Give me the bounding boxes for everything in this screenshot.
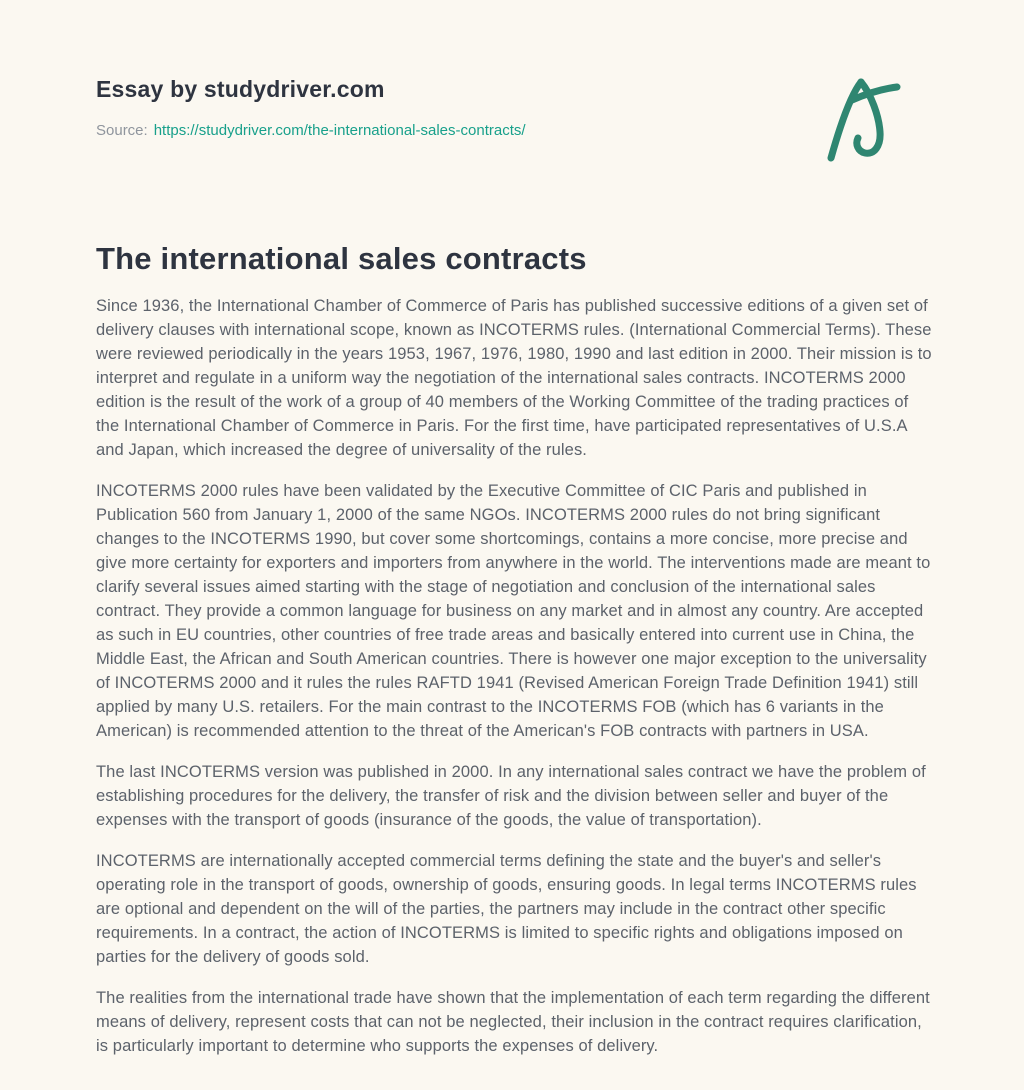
article-paragraph: Since 1936, the International Chamber of Commerce of Paris has published successive editions of a given set of delivery clauses with international scope, known as INCOTERMS rules. (International Commercial Terms). These were reviewed periodically in the years 1953, 1967, 1976, 1980, 1990 and last edition in 2000. Their mission is to interpret and regulate in a uniform way the negotiation of the international sales contracts. INCOTERMS 2000 edition is the result of the work of a group of 40 members of the Working Committee of the trading practices of the International Chamber of Commerce in Paris. For the first time, have participated representatives of U.S.A and Japan, which increased the degree of universality of the rules. bbox=[96, 297, 932, 459]
page-header bbox=[96, 76, 928, 139]
article-title: The international sales contracts bbox=[96, 241, 587, 276]
studydriver-logo bbox=[824, 74, 904, 162]
article-paragraph: INCOTERMS 2000 rules have been validated by the Executive Committee of CIC Paris and published in Publication 560 from January 1, 2000 of the same NGOs. INCOTERMS 2000 rules do not bring significant changes to the INCOTERMS 1990, but cover some shortcomings, contains a more concise, more precise and give more certainty for exporters and importers from anywhere in the world. The interventions made are meant to clarify several issues aimed starting with the stage of negotiation and conclusion of the international sales contract. They provide a common language for business on any market and in almost any country. Are accepted as such in EU countries, other countries of free trade areas and basically entered into current use in China, the Middle East, the African and South American countries. There is however one major exception to the universality of INCOTERMS 2000 and it rules the rules RAFTD 1941 (Revised American Foreign Trade Definition 1941) still applied by many U.S. retailers. For the main contrast to the INCOTERMS FOB (which has 6 variants in the American) is recommended attention to the threat of the American's FOB contracts with partners in USA. bbox=[96, 482, 931, 740]
essay-by-heading: Essay by studydriver.com bbox=[96, 76, 385, 102]
source-label: Source: bbox=[96, 122, 148, 139]
source-link[interactable]: https://studydriver.com/the-international-sales-contracts/ bbox=[153, 122, 526, 139]
studydriver-logo-icon bbox=[824, 74, 904, 162]
article-paragraph: The realities from the international trade have shown that the implementation of each term regarding the different means of delivery, represent costs that can not be neglected, their inclusion in the contract requires clarification, is particularly important to determine who supports the expenses of delivery. bbox=[96, 989, 930, 1055]
header-text-block bbox=[96, 76, 928, 139]
article-paragraph: INCOTERMS are internationally accepted commercial terms defining the state and the buyer's and seller's operating role in the transport of goods, ownership of goods, ensuring goods. In legal terms INCOTERMS rules are optional and dependent on the will of the parties, the partners may include in the contract other specific requirements. In a contract, the action of INCOTERMS is limited to specific rights and obligations imposed on parties for the delivery of goods sold. bbox=[96, 852, 917, 966]
essay-article bbox=[96, 241, 932, 1058]
article-body bbox=[96, 294, 932, 1058]
article-paragraph: The last INCOTERMS version was published in 2000. In any international sales contract we have the problem of establishing procedures for the delivery, the transfer of risk and the division between seller and buyer of the expenses with the transport of goods (insurance of the goods, the value of transportation). bbox=[96, 763, 926, 829]
source-line bbox=[96, 122, 928, 139]
